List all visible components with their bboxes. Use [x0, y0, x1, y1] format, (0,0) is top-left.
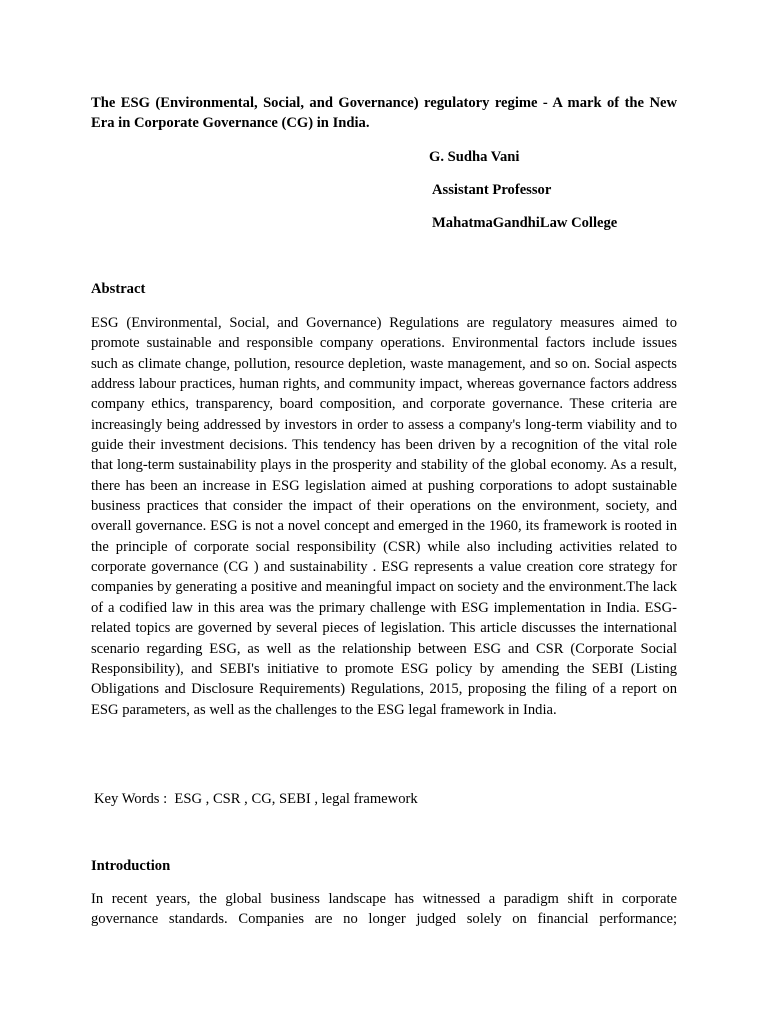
paper-title: The ESG (Environmental, Social, and Governance) regulatory regime - A mark of the New Era in Corporate Governance (CG) in India. — [91, 95, 677, 131]
introduction-text: In recent years, the global business landscape has witnessed a paradigm shift in corporate governance standards. Companies are no longer judged solely on financial performance; — [91, 891, 677, 928]
author-institution: MahatmaGandhiLaw College — [432, 215, 618, 231]
abstract-heading: Abstract — [91, 281, 146, 297]
author-name: G. Sudha Vani — [429, 149, 520, 165]
keywords: Key Words : ESG , CSR , CG, SEBI , legal framework — [94, 791, 418, 807]
introduction-heading: Introduction — [91, 858, 171, 874]
author-role: Assistant Professor — [432, 182, 552, 198]
abstract-text: ESG (Environmental, Social, and Governance) Regulations are regulatory measures aimed to promote sustainable and responsible company operations. Environmental factors include issues such as climate change, pollution, resource depletion, waste management, and so on. Social aspects address labour practices, human rights, and community impact, whereas governance factors address company ethics, transparency, board composition, and corporate governance. These criteria are increasingly being addressed by investors in order to assess a company's long-term viability and to guide their investment decisions. This tendency has been driven by a recognition of the vital role that long-term sustainability plays in the prosperity and stability of the global economy. As a result, there has been an increase in ESG legislation aimed at pushing corporations to adopt sustainable business practices that consider the impact of their operations on the environment, society, and overall governance. ESG is not a novel concept and emerged in the 1960, its framework is rooted in the principle of corporate social responsibility (CSR) while also including activities related to corporate governance (CG ) and sustainability . ESG represents a value creation core strategy for companies by generating a positive and meaningful impact on society and the environment.The lack of a codified law in this area was the primary challenge with ESG implementation in India. ESG-related topics are governed by several pieces of legislation. This article discusses the international scenario regarding ESG, as well as the relationship between ESG and CSR (Corporate Social Responsibility), and SEBI's initiative to promote ESG policy by amending the SEBI (Listing Obligations and Disclosure Requirements) Regulations, 2015, proposing the filing of a report on ESG parameters, as well as the challenges to the ESG legal framework in India. — [91, 315, 677, 718]
